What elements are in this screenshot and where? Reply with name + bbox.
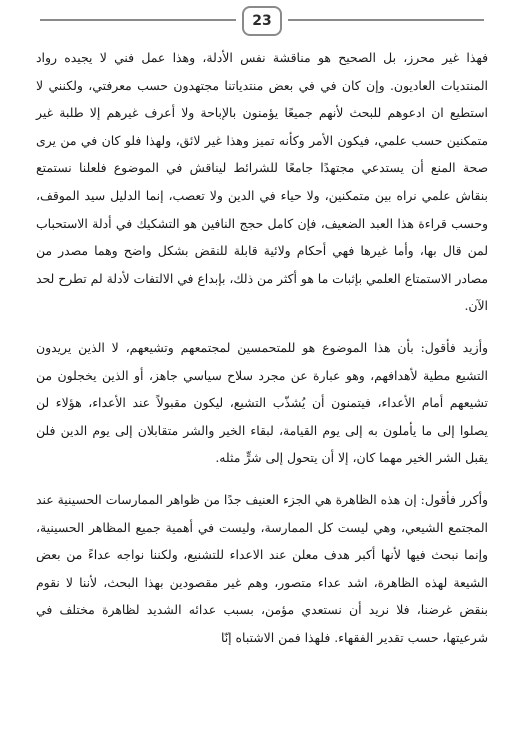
page-body (36, 44, 488, 665)
header-rule-left (40, 19, 236, 21)
header-rule-right (288, 19, 484, 21)
page-number: 23 (242, 6, 282, 36)
paragraph-2: وأزيد فأقول: بأن هذا الموضوع هو للمتحمسين لمجتمعهم وتشيعهم، لا الذين يريدون التشيع مطية لأهدافهم، وهو عبارة عن مجرد سلاح سياسي جاهز، أو الذين يخجلون من تشيعهم أمام الأعداء، فيتمنون أن يُشذّب التشيع، ليكون مقبولاً عند الأعداء، هؤلاء لن يصلوا إلى ما يأملون به إلى يوم القيامة، لبقاء الخير والشر متقابلان إلى يوم الدين فلن يقبل الشر الخير مهما كان، إلا أن يتحول إلى شرٍّ مثله. (36, 339, 488, 466)
page-header (40, 6, 484, 34)
paragraph-3: وأكرر فأقول: إن هذه الظاهرة هي الجزء العنيف جدًا من ظواهر الممارسات الحسينية عند المجتمع الشيعي، وهي ليست كل الممارسة، وليست في أهمية جميع المظاهر الحسينية، وإنما نبحث فيها لأنها أكبر هدف معلن عند الاعداء للتشنيع، ولكننا نواجه عداءً من بعض الشيعة لهذه الظاهرة، اشد عداء متصور، وهم غير مقصودين بهذا البحث، لأننا لا نقوم بنقض غرضنا، فلا نريد أن نستعدي مؤمن، بسبب عدائه الشديد لظاهرة مختلف في شرعيتها، حسب تقدير الفقهاء. فلهذا فمن الاشتباه إنّا (36, 491, 488, 645)
paragraph-1: فهذا غير محرز، بل الصحيح هو مناقشة نفس الأدلة، وهذا عمل فني لا يجيده رواد المنتديات العاديون. وإن كان في في بعض منتدياتنا مجتهدون حسب معرفتي، ولكنني لا استطيع ان ادعوهم للبحث لأنهم جميعًا يؤمنون بالإباحة ولا أعرف غيرهم إلا طلبة غير متمكنين حسب علمي، فيكون الأمر وكأنه تميز وهذا غير لائق، ولهذا فلو كان في من يرى صحة المنع أن يستدعي مجتهدًا جامعًا للشرائط ليناقش في الموضوع فلعلنا نستمتع بنقاش علمي نراه بين متمكنين، ولا حياء في الدين ولا تعصب، إنما الدليل سيد الموقف، وحسب قراءة هذا العبد الضعيف، فإن كامل حجج النافين هو التشكيك في أدلة الاستحباب لمن قال بها، وأما غيرها فهي أحكام ولائية قابلة للنقض بشكل واضح وهما مصدر من مصادر الاستمتاع العلمي بإثبات ما هو أكثر من ذلك، بإبداع في الالتفات لأدلة لم تطرح لحد الآن. (36, 50, 488, 314)
